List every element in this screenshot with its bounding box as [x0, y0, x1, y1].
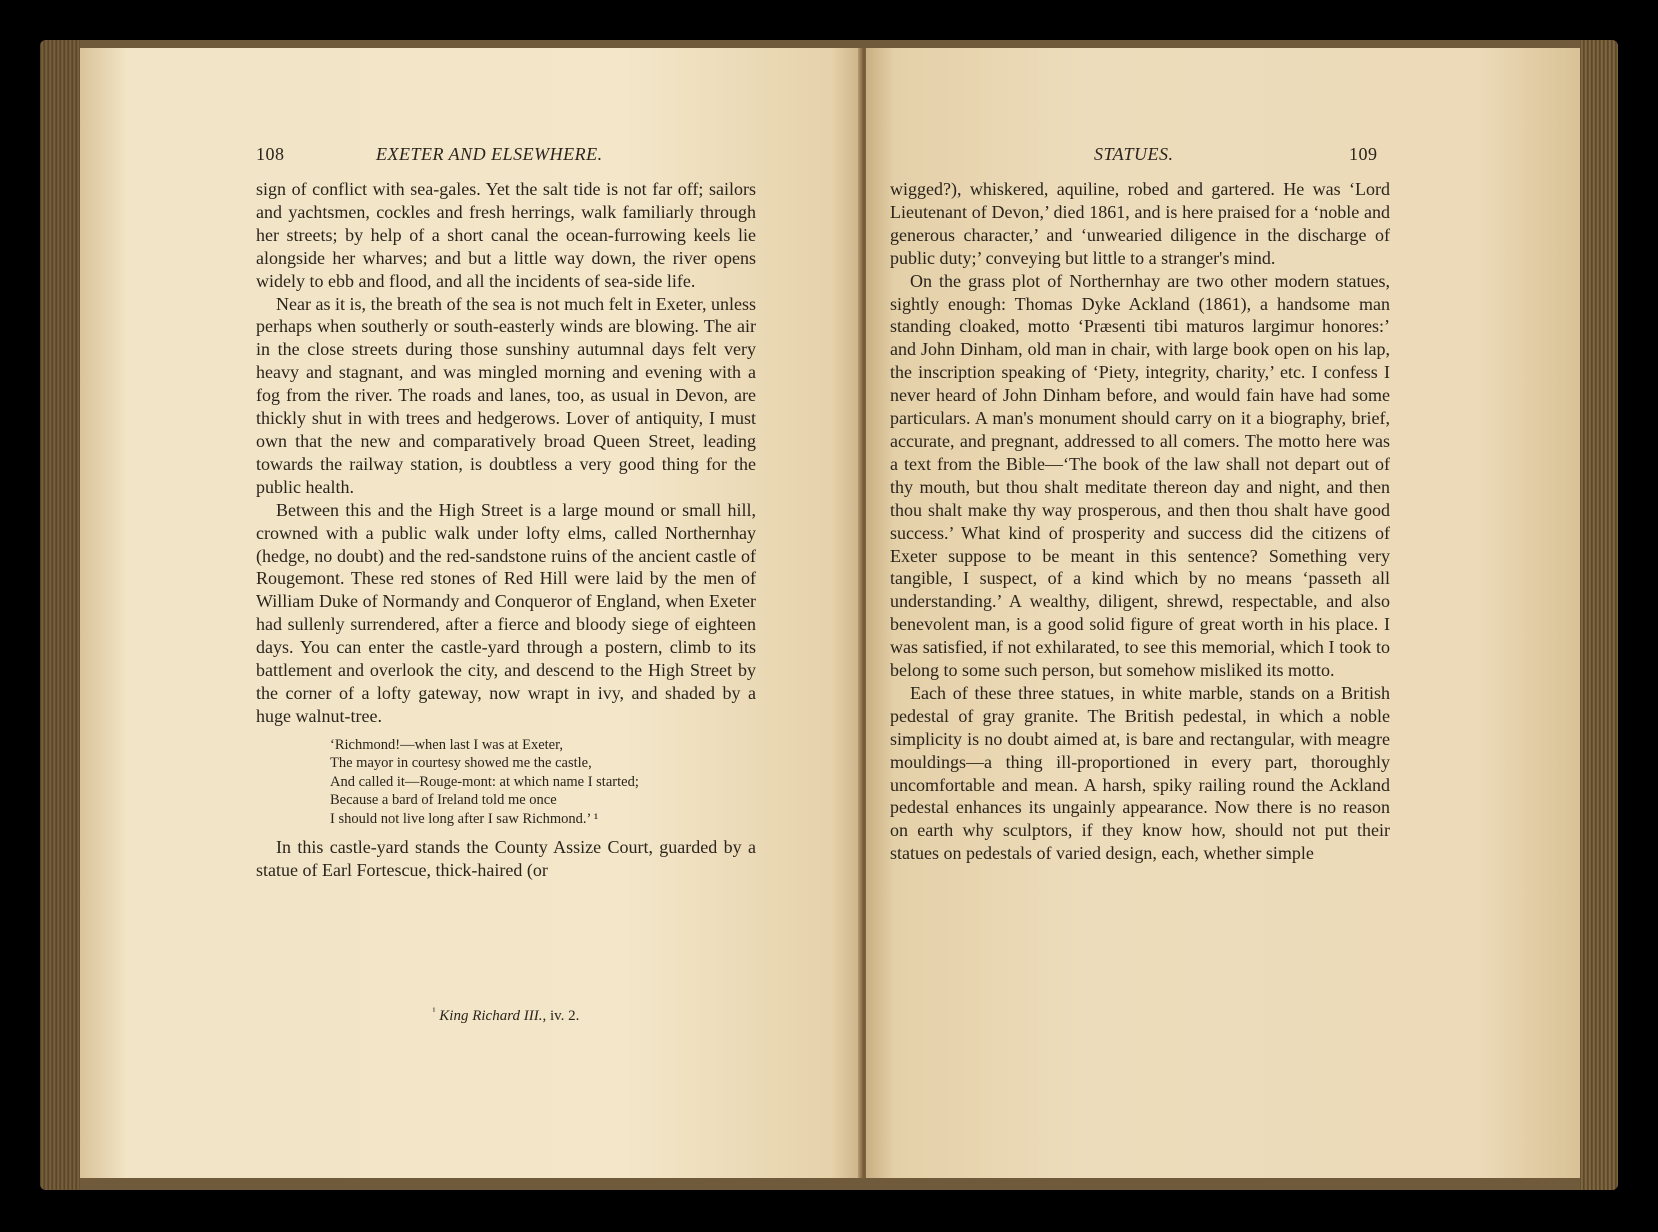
footnote-rest: , iv. 2. — [542, 1008, 580, 1024]
verse-line: And called it—Rouge-mont: at which name I started; — [330, 773, 639, 790]
left-footnote — [256, 1006, 756, 1025]
left-page — [80, 48, 862, 1178]
verse-line: ‘Richmond!—when last I was at Exeter, — [330, 736, 563, 753]
right-paragraph-2: On the grass plot of Northernhay are two other modern statues, sightly enough: Thomas Dyke Ackland (1861), a handsome man standing cloaked, motto ‘Præsenti tibi maturos largimur honores:’ and John Dinham, old man in chair, with large book open on his lap, the inscription speaking of ‘Piety, integrity, charity,’ etc. I confess I never heard of John Dinham before, and would fain have had some particulars. A man's monument should carry on it a biography, brief, accurate, and pregnant, addressed to all comers. The motto here was a text from the Bible—‘The book of the law shall not depart out of thy mouth, but thou shalt meditate thereon day and night, and then thou shalt make thy way prosperous, and then thou shalt have good success.’ What kind of prosperity and success did the citizens of Exeter suppose to be meant in this sentence? Something very tangible, I suspect, of a kind which by no means ‘passeth all understanding.’ A wealthy, diligent, shrewd, respectable, and also benevolent man, is a good solid figure of great worth in his place. I was satisfied, if not exhilarated, to see this memorial, which I took to belong to some such person, but somehow misliked its motto. — [890, 270, 1390, 681]
left-paragraph-3: Between this and the High Street is a large mound or small hill, crowned with a public walk under lofty elms, called Northernhay (hedge, no doubt) and the red-sandstone ruins of the ancient castle of Rougemont. These red stones of Red Hill were laid by the men of William Duke of Normandy and Conqueror of England, when Exeter had sullenly surrendered, after a fierce and bloody siege of eighteen days. You can enter the castle-yard through a postern, climb to its battlement and overlook the city, and descend to the High Street by the corner of a lofty gateway, now wrapt in ivy, and shaded by a huge walnut-tree. — [256, 499, 756, 726]
open-book — [40, 40, 1618, 1190]
left-paragraph-1: sign of conflict with sea-gales. Yet the salt tide is not far off; sailors and yachtsmen, cockles and fresh herrings, walk familiarly through her streets; by help of a short canal the ocean-furrowing keels lie alongside her wharves; and but a little way down, the river opens widely to ebb and flood, and all the incidents of sea-side life. — [256, 179, 756, 291]
verse-line: The mayor in courtesy showed me the castle, — [330, 755, 592, 772]
book-edge-left — [40, 40, 80, 1190]
verse-line: I should not live long after I saw Richmond.’ ¹ — [330, 810, 599, 827]
left-page-number: 108 — [256, 144, 285, 164]
verse-line: Because a bard of Ireland told me once — [330, 792, 557, 809]
right-paragraph-3: Each of these three statues, in white marble, stands on a British pedestal of gray granite. The British pedestal, in which a noble simplicity is no doubt aimed at, is bare and rectangular, with meagre mouldings—a thing ill-proportioned in every part, thoroughly uncomfortable and mean. A harsh, spiky railing round the Ackland pedestal enhances its ungainly appearance. Now there is no reason on earth why sculptors, if they know how, should not put their statues on pedestals of varied design, each, whether simple — [890, 682, 1390, 864]
left-paragraph-2: Near as it is, the breath of the sea is not much felt in Exeter, unless perhaps when southerly or south-easterly winds are blowing. The air in the close streets during those sunshiny autumnal days felt very heavy and stagnant, and was mingled morning and evening with a fog from the river. The roads and lanes, too, as usual in Devon, are thickly shut in with trees and hedgerows. Lover of antiquity, I must own that the new and comparatively broad Queen Street, leading towards the railway station, is doubtless a very good thing for the public health. — [256, 293, 756, 497]
right-running-title: STATUES. — [1094, 144, 1174, 164]
book-edge-right — [1580, 40, 1618, 1190]
footnote-title: King Richard III. — [439, 1008, 543, 1024]
verse-quotation — [330, 736, 756, 829]
left-body — [256, 178, 756, 882]
left-running-title: EXETER AND ELSEWHERE. — [376, 144, 603, 164]
left-paragraph-4: In this castle-yard stands the County Assize Court, guarded by a statue of Earl Fortescue, thick-haired (or — [256, 837, 756, 881]
right-paragraph-1: wigged?), whiskered, aquiline, robed and gartered. He was ‘Lord Lieutenant of Devon,’ died 1861, and is here praised for a ‘noble and generous character,’ and ‘unwearied diligence in the discharge of public duty;’ conveying but little to a stranger's mind. — [890, 179, 1390, 268]
right-body — [890, 178, 1390, 865]
right-page — [866, 48, 1586, 1178]
footnote-mark: ¹ — [432, 1006, 436, 1017]
right-page-number: 109 — [1349, 144, 1378, 164]
